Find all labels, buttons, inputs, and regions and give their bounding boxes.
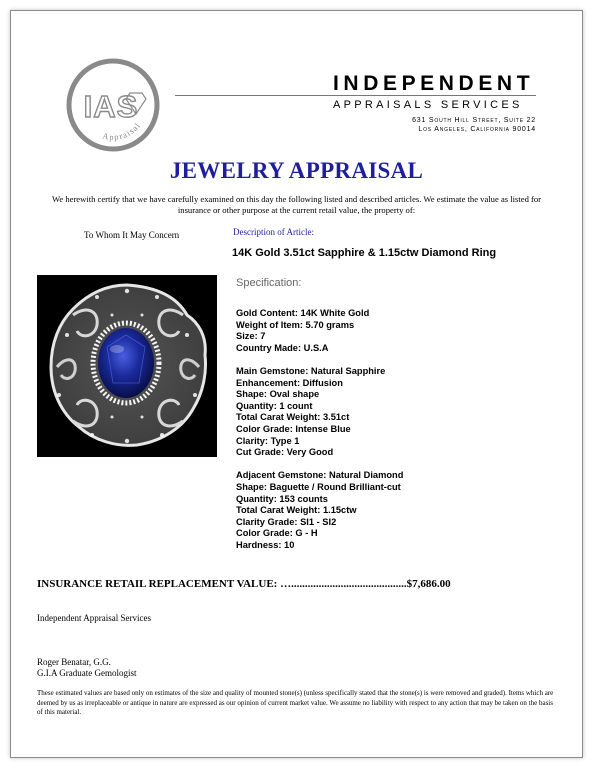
leader-dots: ….......................................... [280, 578, 407, 590]
main-gemstone-specs [236, 366, 403, 459]
ias-logo-icon [66, 58, 160, 152]
spec-line: Shape: Baguette / Round Brilliant-cut [236, 481, 401, 492]
insurance-value-amount: $7,686.00 [406, 578, 451, 590]
adjacent-gemstone-specs [236, 470, 403, 551]
item-title: 14K Gold 3.51ct Sapphire & 1.15ctw Diamond Ring [232, 247, 497, 259]
recipient-text: To Whom It May Concern [84, 230, 180, 240]
gold-specs [236, 308, 403, 354]
specification-list [236, 308, 403, 563]
address-line-1: 631 South Hill Street, Suite 22 [412, 117, 536, 124]
spec-line: Size: 7 [236, 331, 266, 342]
spec-line: Color Grade: Intense Blue [236, 423, 351, 434]
spec-line: Hardness: 10 [236, 539, 295, 550]
spec-line: Quantity: 1 count [236, 400, 313, 411]
spec-line: Gold Content: 14K White Gold [236, 308, 370, 318]
company-subtitle: APPRAISALS SERVICES [333, 99, 523, 111]
spec-line: Quantity: 153 counts [236, 493, 328, 504]
spec-line: Adjacent Gemstone: Natural Diamond [236, 470, 404, 481]
logo-letters: IAS [83, 89, 139, 124]
specification-label: Specification: [236, 277, 302, 289]
spec-line: Total Carat Weight: 1.15ctw [236, 505, 357, 516]
page-title: JEWELRY APPRAISAL [169, 158, 424, 183]
appraiser-block [37, 657, 136, 679]
logo-subtext: Appraisal [101, 120, 143, 142]
appraiser-name: Roger Benatar, G.G. [37, 657, 111, 667]
description-label: Description of Article: [233, 227, 314, 237]
spec-line: Clarity Grade: SI1 - SI2 [236, 516, 337, 527]
disclaimer-text: These estimated values are based only on estimates of the size and quality of mounted stone(s) (unless specifically stated that the stone(s) is were removed and graded). Items which are deemed by us as irreplaceable or antique in nature are expressed as our opinion of current market value. We assume no liability with respect to any action that may be taken on the basis of this material. [37, 689, 554, 716]
footer-company: Independent Appraisal Services [37, 613, 151, 623]
sapphire-stone [98, 328, 154, 398]
insurance-value-row [37, 578, 451, 590]
spec-line: Clarity: Type 1 [236, 435, 300, 446]
spec-line: Main Gemstone: Natural Sapphire [236, 365, 386, 376]
appraiser-title: G.I.A Graduate Gemologist [37, 668, 137, 678]
spec-line: Total Carat Weight: 3.51ct [236, 412, 350, 423]
spec-line: Country Made: U.S.A [236, 342, 329, 353]
spec-line: Weight of Item: 5.70 grams [236, 319, 355, 330]
spec-line: Cut Grade: Very Good [236, 447, 334, 458]
ring-photo [37, 275, 217, 457]
address-line-2: Los Angeles, California 90014 [418, 126, 536, 133]
company-name: INDEPENDENT [333, 72, 535, 95]
insurance-value-label: INSURANCE RETAIL REPLACEMENT VALUE: [37, 578, 278, 590]
spec-line: Enhancement: Diffusion [236, 377, 343, 388]
header-divider [175, 95, 536, 96]
spec-line: Shape: Oval shape [236, 389, 320, 400]
spec-line: Color Grade: G - H [236, 528, 318, 539]
certification-text: We herewith certify that we have carefully examined on this day the following listed and described articles. We estimate the value as listed for insurance or other purpose at the current retail value, the property of: [51, 194, 542, 215]
